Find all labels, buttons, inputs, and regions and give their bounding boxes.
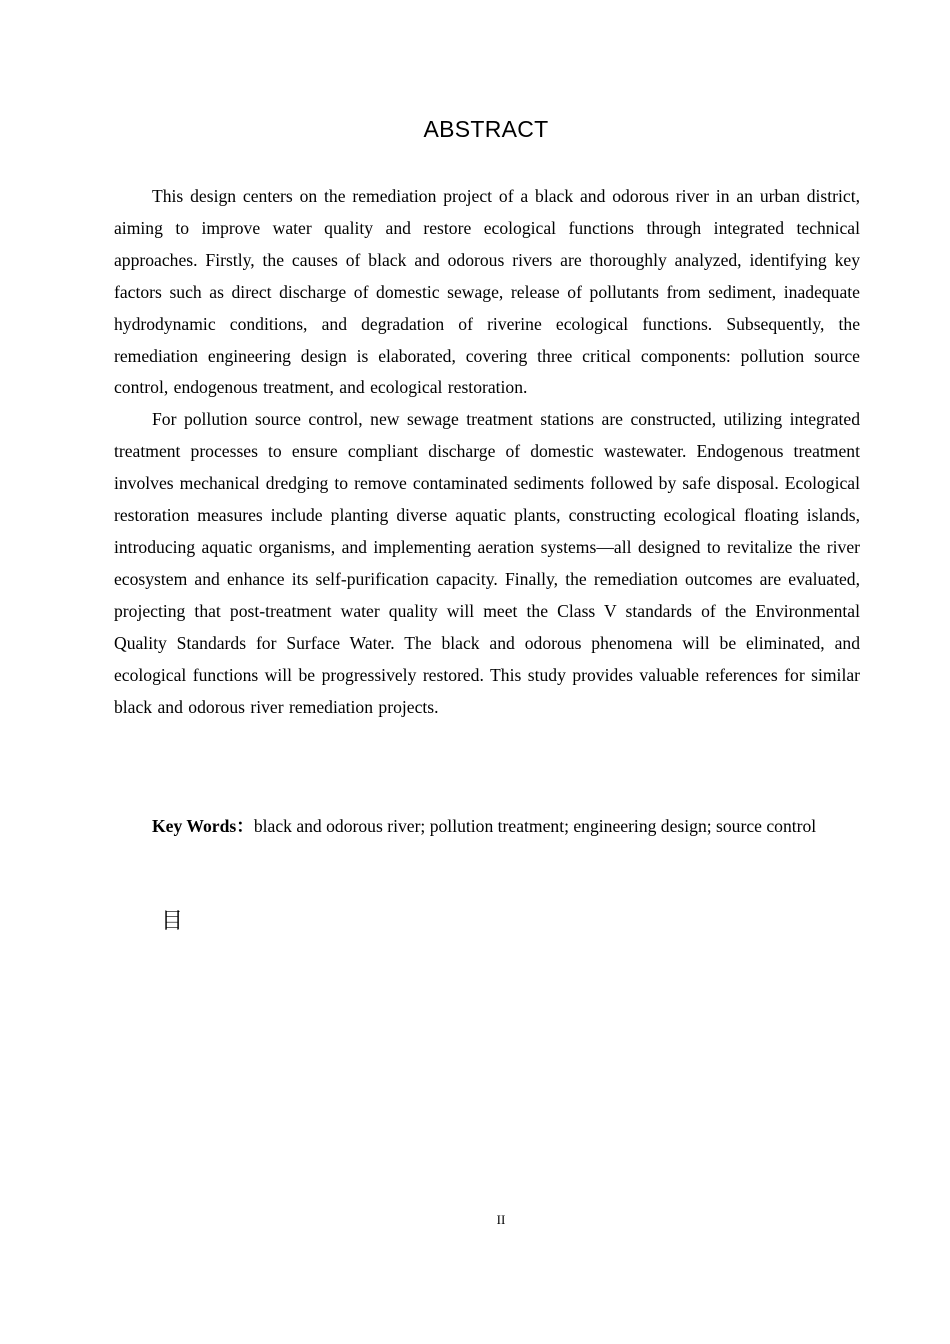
abstract-paragraph-1: This design centers on the remediation project of a black and odorous river in an urban district, aiming to improve water quality and restore ecological functions through integrated technical approaches. Firstly, the causes of black and odorous rivers are thoroughly analyzed, identifying key factors such as direct discharge of domestic sewage, release of pollutants from sediment, inadequate hydrodynamic conditions, and degradation of riverine ecological functions. Subsequently, the remediation engineering design is elaborated, covering three critical components: pollution source control, endogenous treatment, and ecological restoration.: [114, 186, 860, 398]
abstract-body: [114, 181, 860, 723]
keywords-line: [114, 812, 860, 840]
keywords-label: Key Words：: [152, 816, 254, 836]
keywords-text: black and odorous river; pollution treatment; engineering design; source control: [253, 816, 817, 836]
abstract-title: ABSTRACT: [423, 116, 549, 142]
abstract-paragraph-2: For pollution source control, new sewage treatment stations are constructed, utilizing integrated treatment processes to ensure compliant discharge of domestic wastewater. Endogenous treatment involves mechanical dredging to remove contaminated sediments followed by safe disposal. Ecological restoration measures include planting diverse aquatic plants, constructing ecological floating islands, introducing aquatic organisms, and implementing aeration systems—all designed to revitalize the river ecosystem and enhance its self-purification capacity. Finally, the remediation outcomes are evaluated, projecting that post-treatment water quality will meet the Class V standards of the Environmental Quality Standards for Surface Water. The black and odorous phenomena will be eliminated, and ecological functions will be progressively restored. This study provides valuable references for similar black and odorous river remediation projects.: [114, 409, 860, 717]
page-number: II: [496, 1212, 506, 1227]
toc-heading-fragment: 目: [161, 909, 184, 934]
